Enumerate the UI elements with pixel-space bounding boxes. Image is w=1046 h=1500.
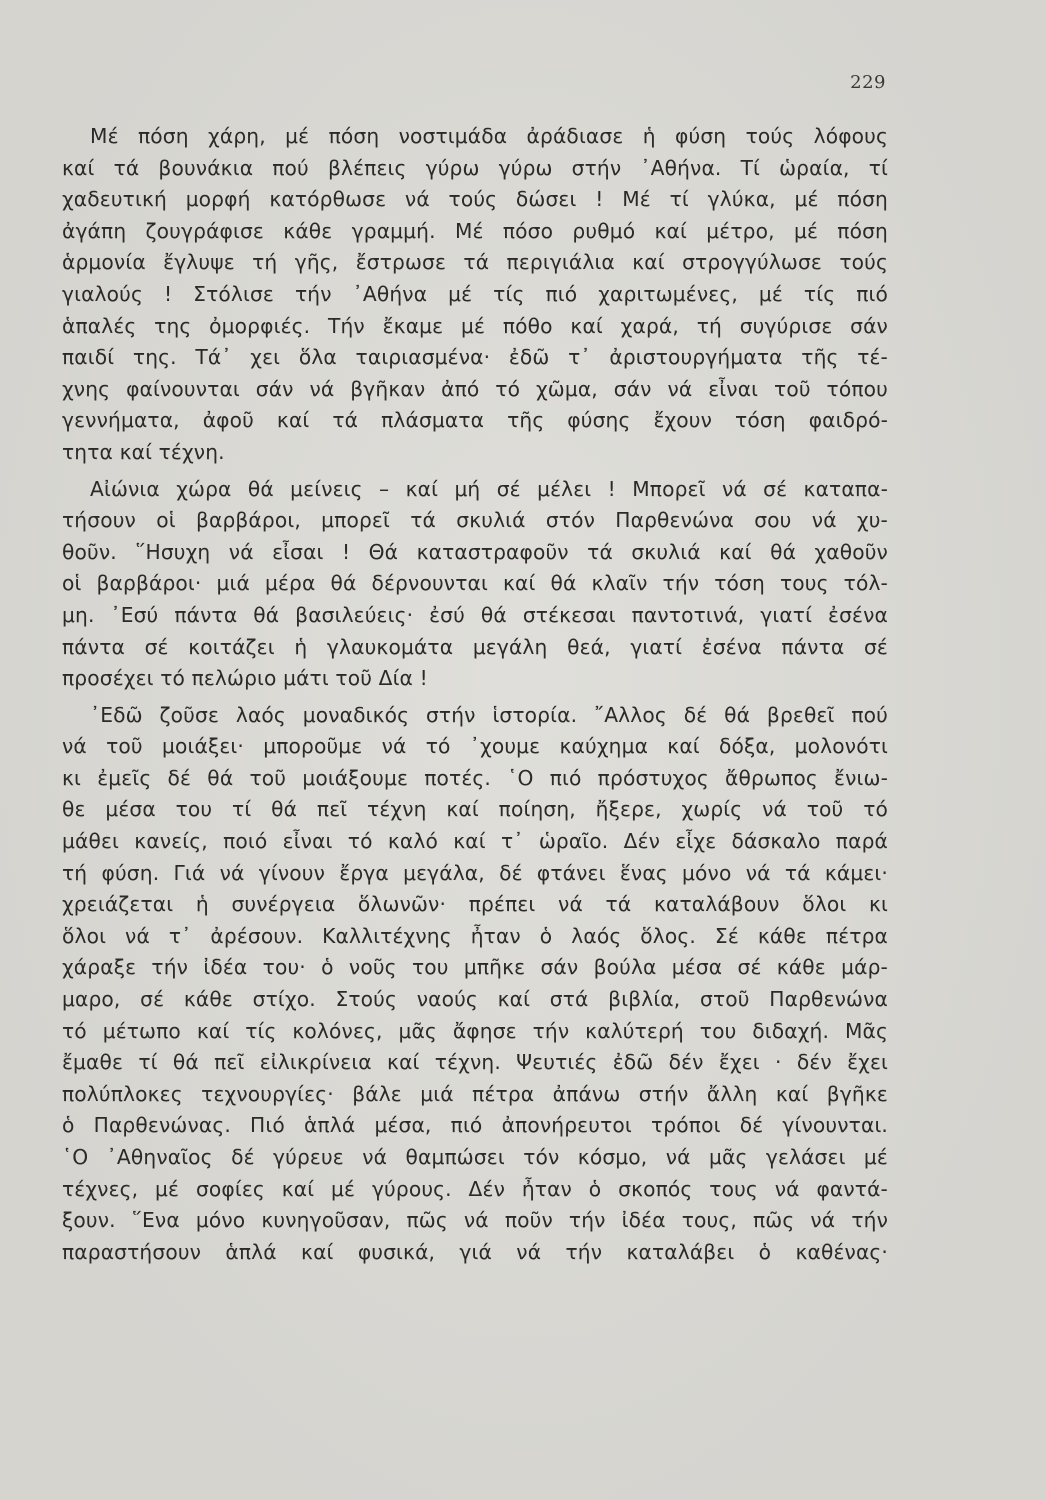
text-line: παιδί της. Τά᾿ χει ὅλα ταιριασμένα· ἐδῶ τ᾿ ἀριστουργήματα τῆς τέ- xyxy=(62,345,888,370)
text-line: τό μέτωπο καί τίς κολόνες, μᾶς ἄφησε τήν καλύτερή του διδαχή. Μᾶς xyxy=(62,1018,888,1043)
text-line: μη. ᾿Εσύ πάντα θά βασιλεύεις· ἐσύ θά στέκεσαι παντοτινά, γιατί ἐσένα xyxy=(62,602,888,627)
page-number: 229 xyxy=(850,72,886,93)
text-line: ἔμαθε τί θά πεῖ εἰλικρίνεια καί τέχνη. Ψευτιές ἐδῶ δέν ἔχει · δέν ἔχει xyxy=(62,1050,888,1075)
body-text xyxy=(62,121,888,1268)
text-line: οἱ βαρβάροι· μιά μέρα θά δέρνουνται καί θά κλαῖν τήν τόση τους τόλ- xyxy=(62,571,888,596)
paragraph-1 xyxy=(62,121,888,469)
text-line: θοῦν. ῞Ησυχη νά εἶσαι ! Θά καταστραφοῦν τά σκυλιά καί θά χαθοῦν xyxy=(62,539,888,564)
text-line: τητα καί τέχνη. xyxy=(62,439,225,464)
text-line: καί τά βουνάκια πού βλέπεις γύρω γύρω στήν ᾿Αθήνα. Τί ὡραία, τί xyxy=(62,155,888,180)
text-line: μάθει κανείς, ποιό εἶναι τό καλό καί τ᾿ ὡραῖο. Δέν εἶχε δάσκαλο παρά xyxy=(62,829,888,854)
text-line: πάντα σέ κοιτάζει ἡ γλαυκομάτα μεγάλη θεά, γιατί ἐσένα πάντα σέ xyxy=(62,634,888,659)
text-line: ξουν. ῞Ενα μόνο κυνηγοῦσαν, πῶς νά ποῦν τήν ἰδέα τους, πῶς νά τήν xyxy=(62,1208,888,1233)
text-line: τή φύση. Γιά νά γίνουν ἔργα μεγάλα, δέ φτάνει ἕνας μόνο νά τά κάμει· xyxy=(62,860,888,885)
text-line: πολύπλοκες τεχνουργίες· βάλε μιά πέτρα ἀπάνω στήν ἄλλη καί βγῆκε xyxy=(62,1081,888,1106)
text-line: ὅλοι νά τ᾿ ἀρέσουν. Καλλιτέχνης ἦταν ὁ λαός ὅλος. Σέ κάθε πέτρα xyxy=(62,923,888,948)
text-line: παραστήσουν ἁπλά καί φυσικά, γιά νά τήν καταλάβει ὁ καθένας· xyxy=(62,1239,888,1264)
paragraph-2 xyxy=(62,474,888,695)
text-line: Μέ πόση χάρη, μέ πόση νοστιμάδα ἀράδιασε ἡ φύση τούς λόφους xyxy=(90,124,888,148)
text-line: προσέχει τό πελώριο μάτι τοῦ Δία ! xyxy=(62,666,428,691)
text-line: τέχνες, μέ σοφίες καί μέ γύρους. Δέν ἦταν ὁ σκοπός τους νά φαντά- xyxy=(62,1176,888,1201)
text-line: χάραξε τήν ἰδέα του· ὁ νοῦς του μπῆκε σάν βούλα μέσα σέ κάθε μάρ- xyxy=(62,955,888,980)
text-line: χρειάζεται ἡ συνέργεια ὅλωνῶν· πρέπει νά τά καταλάβουν ὅλοι κι xyxy=(62,892,888,917)
text-line: γεννήματα, ἀφοῦ καί τά πλάσματα τῆς φύσης ἔχουν τόση φαιδρό- xyxy=(62,408,888,433)
text-line: κι ἐμεῖς δέ θά τοῦ μοιάξουμε ποτές. ῾Ο πιό πρόστυχος ἄθρωπος ἔνιω- xyxy=(62,765,888,790)
text-line: ἁπαλές της ὀμορφιές. Τήν ἔκαμε μέ πόθο καί χαρά, τή συγύρισε σάν xyxy=(62,313,888,338)
text-line: τήσουν οἱ βαρβάροι, μπορεῖ τά σκυλιά στόν Παρθενώνα σου νά χυ- xyxy=(62,508,888,533)
text-line: ἀγάπη ζουγράφισε κάθε γραμμή. Μέ πόσο ρυθμό καί μέτρο, μέ πόση xyxy=(62,218,888,243)
text-line: ᾿Εδῶ ζοῦσε λαός μοναδικός στήν ἱστορία. ῎Αλλος δέ θά βρεθεῖ πού xyxy=(90,702,888,727)
text-line: ῾Ο ᾿Αθηναῖος δέ γύρευε νά θαμπώσει τόν κόσμο, νά μᾶς γελάσει μέ xyxy=(62,1145,888,1169)
text-line: ἁρμονία ἔγλυψε τή γῆς, ἔστρωσε τά περιγιάλια καί στρογγύλωσε τούς xyxy=(62,250,888,275)
text-line: γιαλούς ! Στόλισε τήν ᾿Αθήνα μέ τίς πιό χαριτωμένες, μέ τίς πιό xyxy=(62,281,888,306)
text-line: χαδευτική μορφή κατόρθωσε νά τούς δώσει ! Μέ τί γλύκα, μέ πόση xyxy=(62,187,888,212)
text-line: χνης φαίνουνται σάν νά βγῆκαν ἀπό τό χῶμα, σάν νά εἶναι τοῦ τόπου xyxy=(62,376,888,401)
text-line: Αἰώνια χώρα θά μείνεις – καί μή σέ μέλει ! Μπορεῖ νά σέ καταπα- xyxy=(90,476,888,501)
text-line: νά τοῦ μοιάξει· μποροῦμε νά τό ᾿χουμε καύχημα καί δόξα, μολονότι xyxy=(62,734,888,759)
text-line: θε μέσα του τί θά πεῖ τέχνη καί ποίηση, ἤξερε, χωρίς νά τοῦ τό xyxy=(62,797,888,822)
paragraph-3 xyxy=(62,700,888,1269)
text-line: μαρο, σέ κάθε στίχο. Στούς ναούς καί στά βιβλία, στοῦ Παρθενώνα xyxy=(62,987,888,1012)
text-line: ὁ Παρθενώνας. Πιό ἁπλά μέσα, πιό ἀπονήρευτοι τρόποι δέ γίνουνται. xyxy=(62,1113,888,1138)
